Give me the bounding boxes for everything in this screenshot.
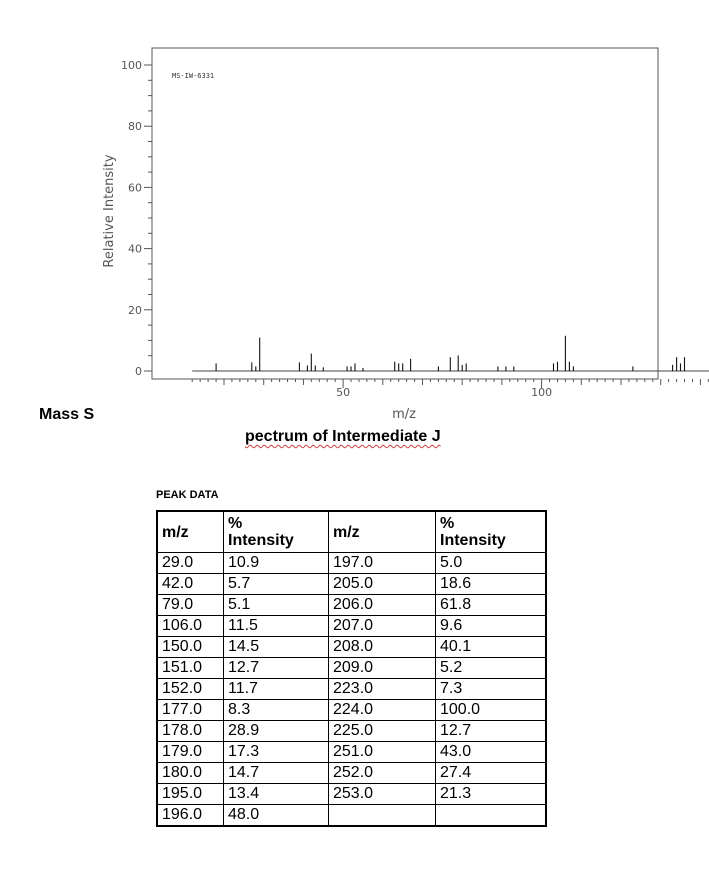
x-axis-title: m/z xyxy=(392,407,416,422)
left-mz-cell: 180.0 xyxy=(157,763,224,784)
table-row xyxy=(157,574,546,595)
right-mz-cell: 252.0 xyxy=(329,763,436,784)
right-intensity-cell: 27.4 xyxy=(436,763,547,784)
table-row xyxy=(157,763,546,784)
figure-caption-part1: Mass S xyxy=(39,406,95,423)
header-intensity-word: Intensity xyxy=(228,532,294,549)
y-axis-title: Relative Intensity xyxy=(102,154,117,268)
left-intensity-cell: 12.7 xyxy=(224,658,329,679)
peak-data-title: PEAK DATA xyxy=(156,489,219,501)
right-mz-cell: 224.0 xyxy=(329,700,436,721)
right-intensity-cell: 43.0 xyxy=(436,742,547,763)
y-tick-label: 0 xyxy=(135,365,142,378)
right-mz-cell: 223.0 xyxy=(329,679,436,700)
y-tick-label: 60 xyxy=(128,181,142,195)
header-percent: % xyxy=(228,515,243,532)
right-intensity-cell: 5.0 xyxy=(436,553,547,574)
x-tick-label: 50 xyxy=(336,386,351,399)
left-intensity-cell: 28.9 xyxy=(224,721,329,742)
mass-spectrum-chart xyxy=(0,0,709,430)
left-mz-cell: 150.0 xyxy=(157,637,224,658)
right-intensity-cell: 12.7 xyxy=(436,721,547,742)
left-intensity-cell: 10.9 xyxy=(224,553,329,574)
right-intensity-cell: 61.8 xyxy=(436,595,547,616)
table-row xyxy=(157,553,546,574)
left-intensity-cell: 11.7 xyxy=(224,679,329,700)
plot-frame xyxy=(152,48,658,379)
table-row xyxy=(157,700,546,721)
right-intensity-cell: 40.1 xyxy=(436,637,547,658)
left-intensity-cell: 14.5 xyxy=(224,637,329,658)
right-intensity-cell: 9.6 xyxy=(436,616,547,637)
right-intensity-cell: 7.3 xyxy=(436,679,547,700)
table-row xyxy=(157,721,546,742)
left-mz-cell: 79.0 xyxy=(157,595,224,616)
y-tick-label: 100 xyxy=(121,59,142,72)
left-mz-cell: 179.0 xyxy=(157,742,224,763)
left-intensity-cell: 5.7 xyxy=(224,574,329,595)
left-intensity-cell: 14.7 xyxy=(224,763,329,784)
right-mz-cell: 197.0 xyxy=(329,553,436,574)
y-axis xyxy=(121,59,152,378)
left-mz-cell: 177.0 xyxy=(157,700,224,721)
right-mz-cell: 206.0 xyxy=(329,595,436,616)
header-percent: % xyxy=(440,515,455,532)
caption-misspelled-word: pectrum of Intermediate J xyxy=(245,428,441,445)
right-mz-cell: 253.0 xyxy=(329,784,436,805)
right-mz-cell xyxy=(329,805,436,827)
left-mz-cell: 29.0 xyxy=(157,553,224,574)
left-mz-cell: 106.0 xyxy=(157,616,224,637)
right-mz-cell: 207.0 xyxy=(329,616,436,637)
left-mz-cell: 178.0 xyxy=(157,721,224,742)
y-tick-label: 40 xyxy=(128,242,142,256)
left-mz-cell: 42.0 xyxy=(157,574,224,595)
right-intensity-cell: 21.3 xyxy=(436,784,547,805)
left-intensity-cell: 13.4 xyxy=(224,784,329,805)
x-tick-label: 100 xyxy=(531,386,553,399)
left-mz-cell: 151.0 xyxy=(157,658,224,679)
right-intensity-cell: 100.0 xyxy=(436,700,547,721)
left-intensity-cell: 17.3 xyxy=(224,742,329,763)
table-header-row xyxy=(157,511,546,553)
table-row xyxy=(157,742,546,763)
left-mz-cell: 152.0 xyxy=(157,679,224,700)
right-mz-cell: 208.0 xyxy=(329,637,436,658)
table-row xyxy=(157,805,546,827)
left-intensity-cell: 48.0 xyxy=(224,805,329,827)
right-mz-cell: 251.0 xyxy=(329,742,436,763)
table-row xyxy=(157,616,546,637)
right-intensity-cell xyxy=(436,805,547,827)
left-mz-cell: 195.0 xyxy=(157,784,224,805)
table-row xyxy=(157,658,546,679)
y-tick-label: 20 xyxy=(128,303,142,317)
x-axis xyxy=(192,379,709,399)
table-row xyxy=(157,784,546,805)
chart-id-label: MS-IW-6331 xyxy=(172,72,215,80)
right-mz-cell: 225.0 xyxy=(329,721,436,742)
peak-data-rows xyxy=(157,553,546,827)
spectrum-peaks xyxy=(192,65,709,371)
header-mz-right: m/z xyxy=(329,511,436,553)
right-intensity-cell: 18.6 xyxy=(436,574,547,595)
table-row xyxy=(157,679,546,700)
left-intensity-cell: 5.1 xyxy=(224,595,329,616)
left-mz-cell: 196.0 xyxy=(157,805,224,827)
left-intensity-cell: 11.5 xyxy=(224,616,329,637)
header-intensity-left xyxy=(224,511,329,553)
y-tick-label: 80 xyxy=(128,120,142,134)
header-mz-left: m/z xyxy=(157,511,224,553)
right-intensity-cell: 5.2 xyxy=(436,658,547,679)
header-intensity-right xyxy=(436,511,547,553)
figure-caption-part2 xyxy=(245,428,441,446)
header-intensity-word: Intensity xyxy=(440,532,506,549)
right-mz-cell: 209.0 xyxy=(329,658,436,679)
table-row xyxy=(157,595,546,616)
left-intensity-cell: 8.3 xyxy=(224,700,329,721)
right-mz-cell: 205.0 xyxy=(329,574,436,595)
peak-data-table xyxy=(156,510,547,827)
table-row xyxy=(157,637,546,658)
